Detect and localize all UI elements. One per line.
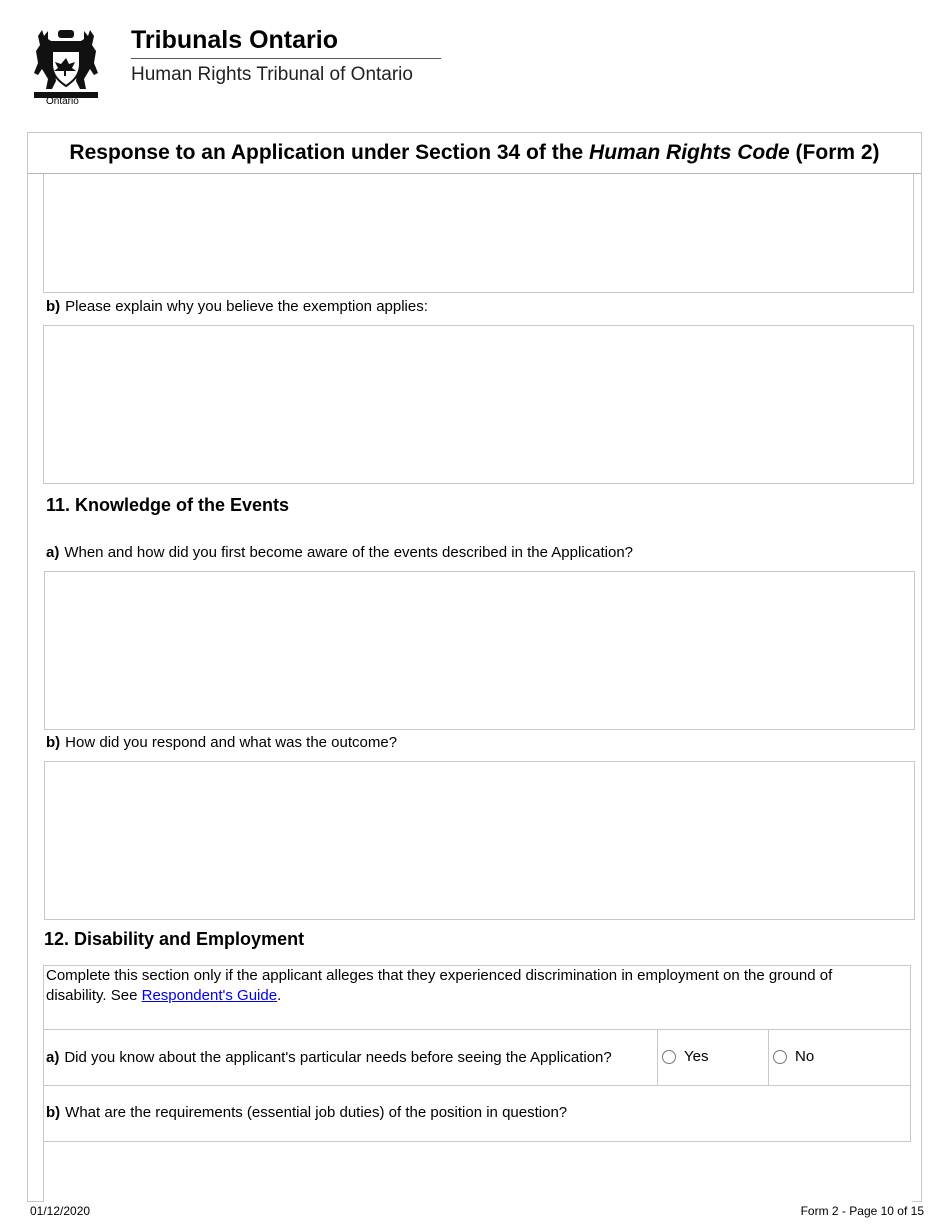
section10-b-letter: b) bbox=[46, 298, 61, 315]
section11-a-letter: a) bbox=[46, 544, 60, 561]
exemption-explanation-textarea[interactable] bbox=[43, 325, 914, 484]
section12-a-label bbox=[46, 1049, 612, 1066]
footer-date: 01/12/2020 bbox=[30, 1204, 91, 1218]
header-divider bbox=[131, 58, 441, 59]
form-title-prefix: Response to an Application under Section 34 of the bbox=[69, 141, 590, 164]
section10-b-text: Please explain why you believe the exemption applies: bbox=[65, 298, 428, 315]
section12-b-text: What are the requirements (essential job duties) of the position in question? bbox=[65, 1104, 568, 1121]
no-radio-label: No bbox=[795, 1048, 815, 1065]
job-requirements-textarea[interactable] bbox=[44, 1142, 912, 1202]
no-radio-button[interactable] bbox=[773, 1050, 787, 1064]
section12-note-end: . bbox=[277, 987, 282, 1004]
section12-heading: 12. Disability and Employment bbox=[44, 929, 305, 949]
response-outcome-textarea[interactable] bbox=[44, 761, 915, 920]
section10-b-label bbox=[46, 298, 428, 315]
footer-page-number: Form 2 - Page 10 of 15 bbox=[800, 1204, 924, 1218]
org-subtitle: Human Rights Tribunal of Ontario bbox=[131, 64, 413, 85]
logo-caption: Ontario bbox=[46, 96, 79, 107]
yes-radio-option[interactable] bbox=[662, 1048, 708, 1065]
column-divider bbox=[657, 1029, 658, 1085]
respondents-guide-link[interactable]: Respondent's Guide bbox=[141, 987, 278, 1004]
section11-b-letter: b) bbox=[46, 734, 61, 751]
section12-b-letter: b) bbox=[46, 1104, 61, 1121]
section11-heading: 11. Knowledge of the Events bbox=[46, 495, 290, 515]
section11-b-text: How did you respond and what was the outcome? bbox=[65, 734, 398, 751]
exemption-previous-textarea[interactable] bbox=[43, 174, 914, 293]
section12-note bbox=[46, 966, 896, 1006]
org-title: Tribunals Ontario bbox=[131, 26, 338, 54]
column-divider bbox=[768, 1029, 769, 1085]
no-radio-option[interactable] bbox=[773, 1048, 814, 1065]
section12-note-text: Complete this section only if the applicant alleges that they experienced discrimination in employment on the ground of disability. See bbox=[46, 967, 833, 1004]
section11-b-label bbox=[46, 734, 397, 751]
section11-a-label bbox=[46, 544, 633, 561]
row-divider bbox=[43, 1085, 910, 1086]
awareness-textarea[interactable] bbox=[44, 571, 915, 730]
section11-a-text: When and how did you first become aware of the events described in the Application? bbox=[64, 544, 634, 561]
form-title bbox=[28, 133, 921, 174]
form-title-suffix: (Form 2) bbox=[789, 141, 880, 164]
section12-a-letter: a) bbox=[46, 1049, 60, 1066]
row-divider bbox=[43, 1029, 910, 1030]
yes-radio-button[interactable] bbox=[662, 1050, 676, 1064]
form-title-italic: Human Rights Code bbox=[589, 141, 790, 164]
section12-a-text: Did you know about the applicant's particular needs before seeing the Application? bbox=[64, 1049, 612, 1066]
yes-radio-label: Yes bbox=[684, 1048, 709, 1065]
section12-b-label bbox=[46, 1104, 567, 1121]
